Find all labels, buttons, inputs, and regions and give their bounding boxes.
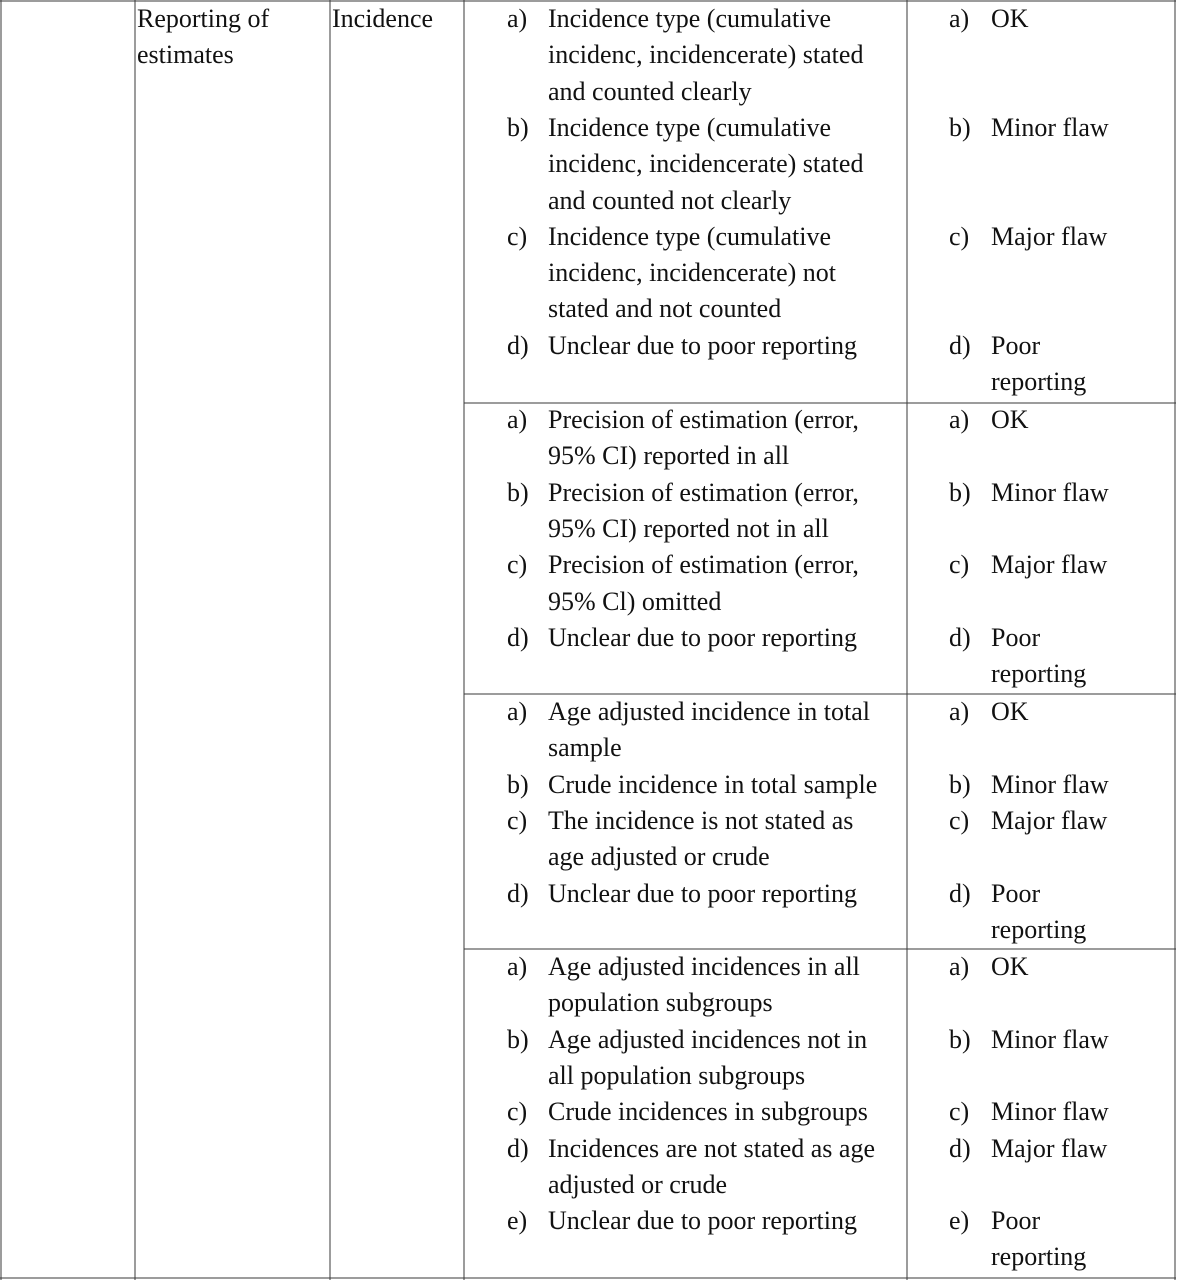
rating-text: Minor flaw <box>991 477 1109 507</box>
rating-marker: c) <box>949 1097 970 1127</box>
rating-marker: b) <box>949 112 971 142</box>
rating-text: reporting <box>991 367 1087 396</box>
rating-marker: b) <box>949 769 971 799</box>
criterion-item-text: Precision of estimation (error, <box>548 550 859 580</box>
rating-marker: d) <box>949 622 971 652</box>
measure-cell: Incidence <box>332 4 434 33</box>
rating-marker: d) <box>949 1133 971 1163</box>
criterion-item-marker: a) <box>507 697 528 726</box>
rating-text: Major flaw <box>991 550 1108 580</box>
criterion-item-text: Age adjusted incidences in all <box>548 952 860 981</box>
rating-marker: a) <box>949 697 970 726</box>
criterion-item-text: Incidence type (cumulative <box>548 4 831 33</box>
criterion-item-text: Incidence type (cumulative <box>548 221 831 251</box>
rating-text: OK <box>991 697 1029 726</box>
rating-marker: c) <box>949 805 970 835</box>
rating-text: Minor flaw <box>991 1097 1109 1127</box>
rating-marker: d) <box>949 330 971 360</box>
criterion-item-text: Age adjusted incidence in total <box>548 697 871 726</box>
criterion-item-marker: c) <box>507 221 528 251</box>
criterion-item-text: Incidences are not stated as age <box>548 1133 876 1163</box>
criterion-item-text: sample <box>548 733 622 763</box>
rating-text: Major flaw <box>991 805 1108 835</box>
rating-marker: c) <box>949 221 970 251</box>
rating-text: Minor flaw <box>991 769 1109 799</box>
criterion-item-text: The incidence is not stated as <box>548 805 854 835</box>
rating-marker: a) <box>949 952 970 981</box>
rating-text: Poor <box>991 622 1041 652</box>
rating-text: reporting <box>991 659 1087 689</box>
rating-marker: a) <box>949 4 970 33</box>
rating-marker: b) <box>949 477 971 507</box>
criterion-item-text: and counted not clearly <box>548 185 792 215</box>
rating-text: OK <box>991 4 1029 33</box>
rating-marker: a) <box>949 405 970 434</box>
rating-marker: e) <box>949 1206 970 1236</box>
rating-text: Minor flaw <box>991 112 1109 142</box>
rating-text: Major flaw <box>991 221 1108 251</box>
criterion-item-marker: c) <box>507 550 528 580</box>
criterion-item-marker: b) <box>507 1024 529 1054</box>
criterion-item-marker: d) <box>507 878 529 908</box>
criterion-item-text: Precision of estimation (error, <box>548 477 859 507</box>
criterion-item-text: incidenc, incidencerate) not <box>548 258 837 288</box>
criterion-item-text: 95% CI) reported not in all <box>548 513 829 543</box>
criterion-item-text: incidenc, incidencerate) stated <box>548 149 864 179</box>
criterion-item-text: Incidence type (cumulative <box>548 112 831 142</box>
rating-text: Poor <box>991 878 1041 908</box>
criterion-item-text: all population subgroups <box>548 1060 806 1090</box>
criterion-item-text: 95% CI) reported in all <box>548 441 790 471</box>
criterion-item-text: Crude incidences in subgroups <box>548 1097 868 1127</box>
rating-text: Poor <box>991 1206 1041 1236</box>
criterion-item-marker: c) <box>507 1097 528 1127</box>
criterion-item-text: and counted clearly <box>548 76 752 106</box>
rating-text: OK <box>991 952 1029 981</box>
criterion-item-text: Unclear due to poor reporting <box>548 622 858 652</box>
rating-text: reporting <box>991 1242 1087 1272</box>
criterion-item-text: Crude incidence in total sample <box>548 769 878 799</box>
criterion-item-text: Age adjusted incidences not in <box>548 1024 868 1054</box>
criterion-item-text: age adjusted or crude <box>548 842 770 872</box>
criterion-item-text: stated and not counted <box>548 294 782 324</box>
rating-marker: d) <box>949 878 971 908</box>
rating-text: Minor flaw <box>991 1024 1109 1054</box>
criterion-item-marker: b) <box>507 477 529 507</box>
criterion-item-text: 95% Cl) omitted <box>548 586 722 616</box>
criterion-item-text: adjusted or crude <box>548 1169 728 1199</box>
category-cell-line-2: estimates <box>137 40 234 69</box>
criterion-item-text: Unclear due to poor reporting <box>548 878 858 908</box>
criterion-item-marker: e) <box>507 1206 528 1236</box>
criterion-item-marker: d) <box>507 622 529 652</box>
criterion-item-marker: a) <box>507 952 528 981</box>
criterion-item-marker: d) <box>507 1133 529 1163</box>
rating-marker: b) <box>949 1024 971 1054</box>
criterion-item-text: Unclear due to poor reporting <box>548 330 858 360</box>
criterion-item-marker: b) <box>507 769 529 799</box>
criterion-item-marker: b) <box>507 112 529 142</box>
rating-text: Major flaw <box>991 1133 1108 1163</box>
criterion-item-marker: d) <box>507 330 529 360</box>
rating-text: Poor <box>991 330 1041 360</box>
criterion-item-text: incidenc, incidencerate) stated <box>548 40 864 70</box>
category-cell-line-1: Reporting of <box>137 4 270 33</box>
criterion-item-text: population subgroups <box>548 988 773 1018</box>
criterion-item-marker: c) <box>507 805 528 835</box>
rating-text: OK <box>991 405 1029 434</box>
criterion-item-text: Unclear due to poor reporting <box>548 1206 858 1236</box>
rating-marker: c) <box>949 550 970 580</box>
rating-text: reporting <box>991 914 1087 944</box>
criterion-item-marker: a) <box>507 4 528 33</box>
criterion-item-text: Precision of estimation (error, <box>548 405 859 434</box>
criterion-item-marker: a) <box>507 405 528 434</box>
